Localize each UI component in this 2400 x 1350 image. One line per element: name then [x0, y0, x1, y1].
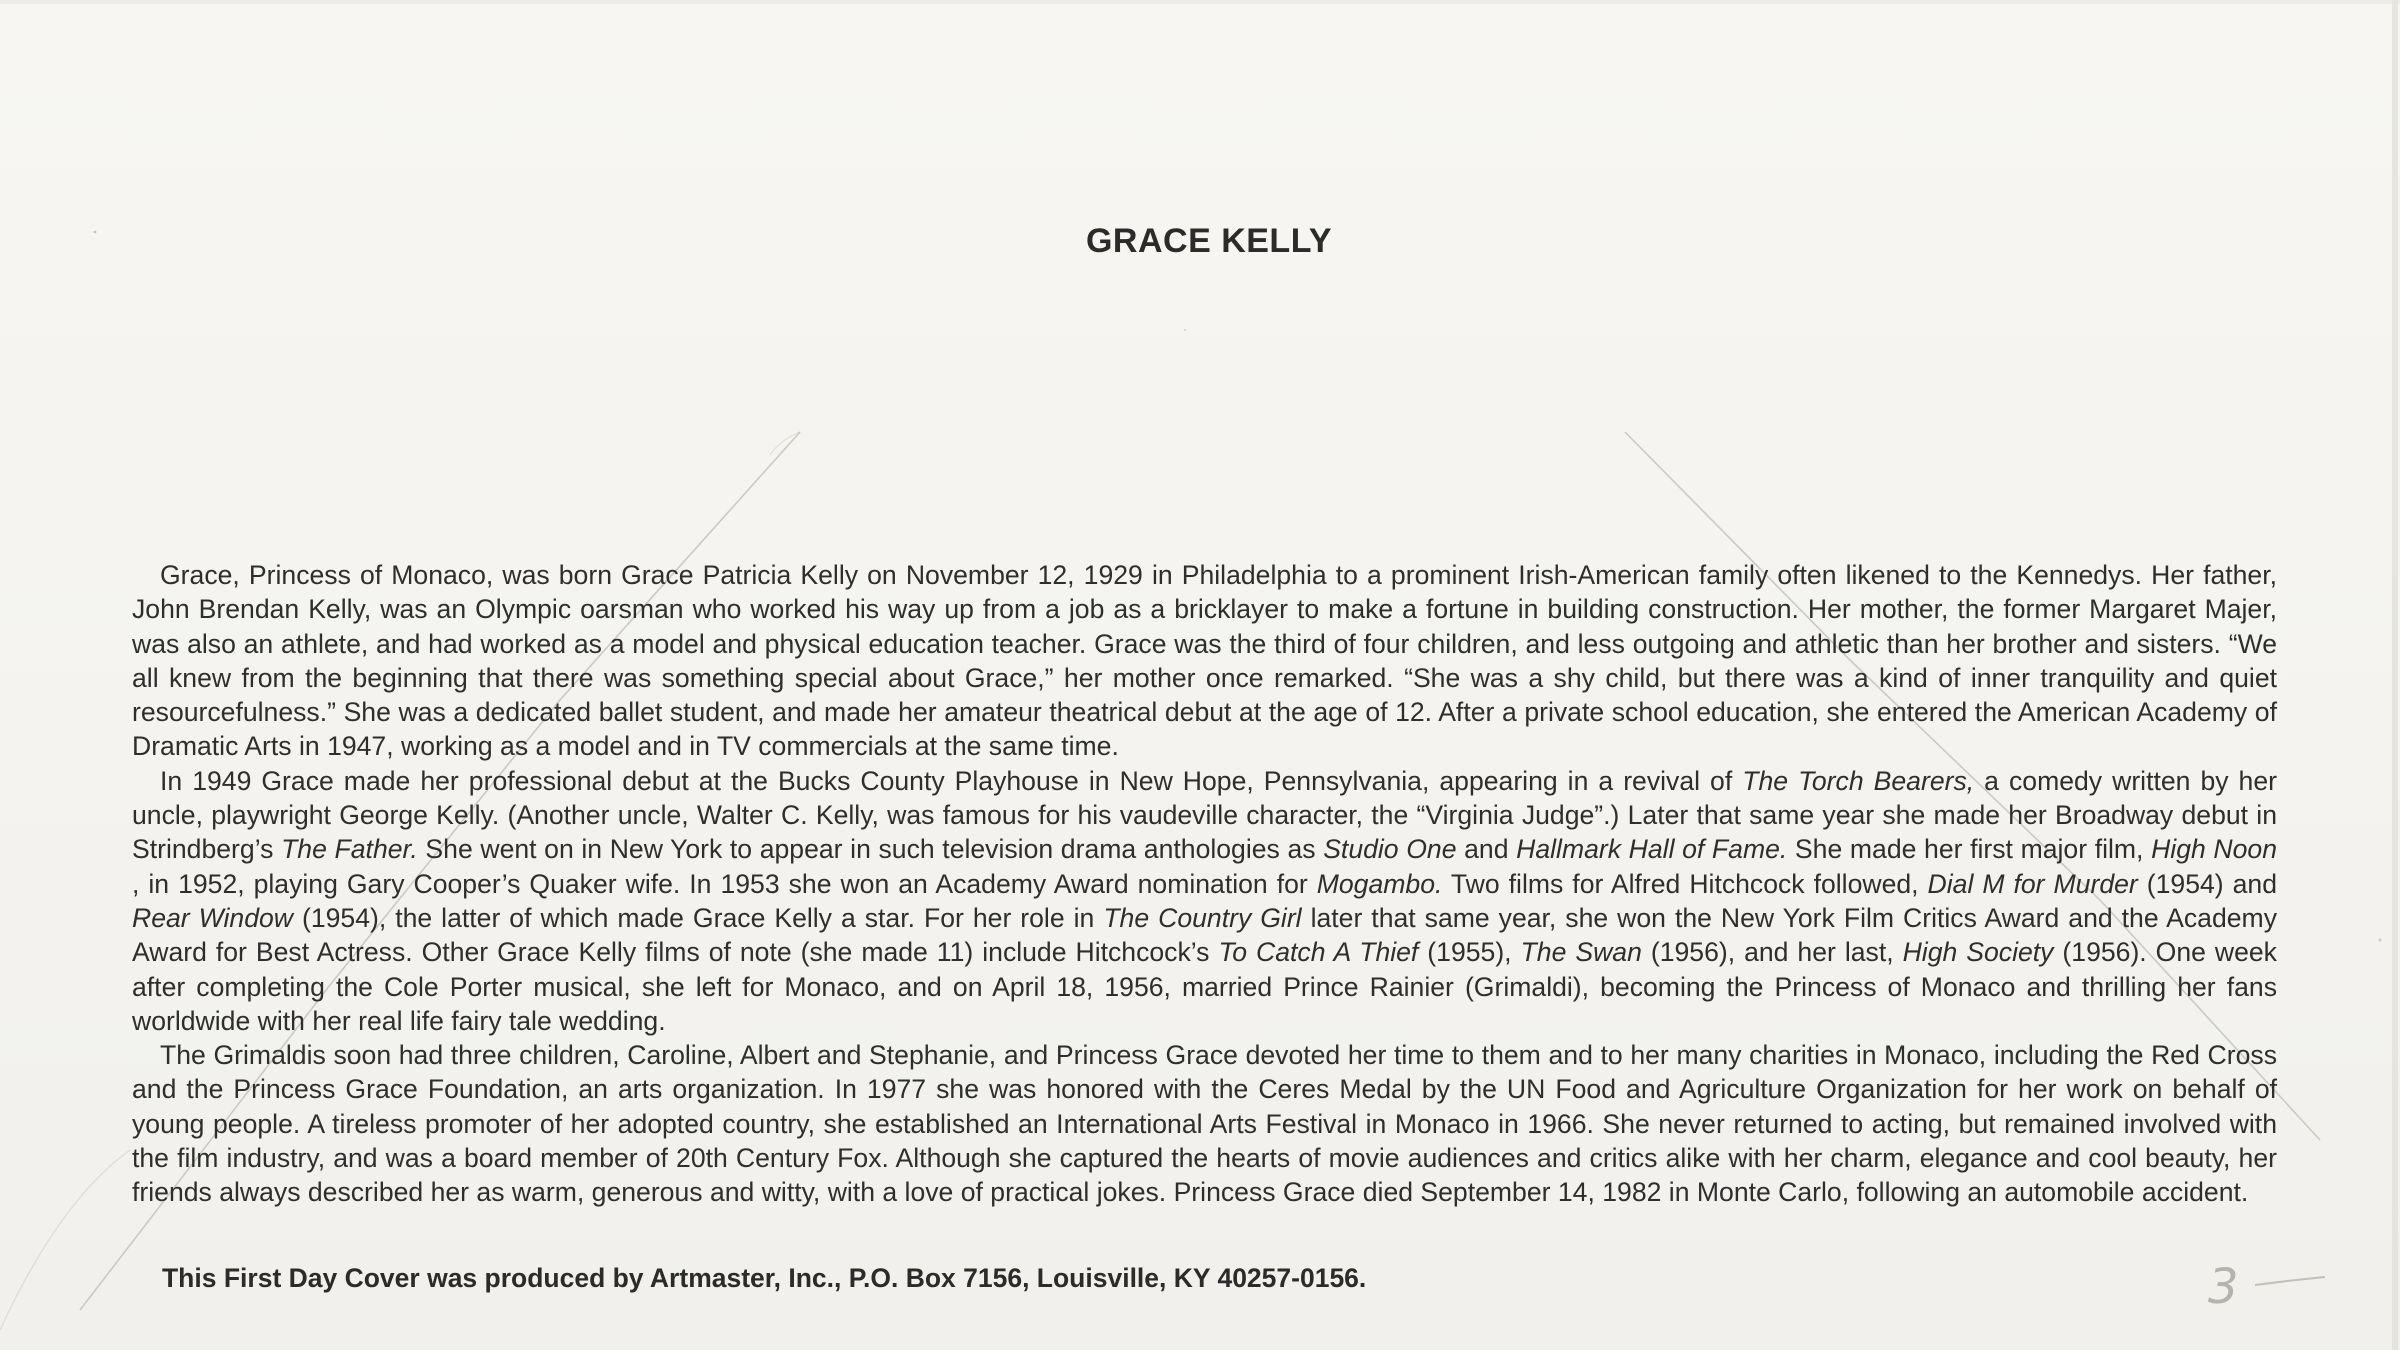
- biography-text: [132, 558, 2277, 1210]
- work-title: High Noon: [2151, 834, 2277, 865]
- svg-text:3: 3: [2208, 1259, 2239, 1315]
- paragraph-text: a comedy written by her uncle, playwright George Kelly. (Another uncle, Walter C. Kelly, was famous for his vaudeville character, the “Virginia Judge”.) Later that same year she made her Broadway debut in Strindberg’s: [132, 765, 2277, 865]
- work-title: Rear Window: [132, 902, 293, 933]
- paragraph-text: later that same year, she won the New York Film Critics Award and the Academy Award for Best Actress. Other Grace Kelly films of note (she made 11) include Hitchcock’s: [132, 902, 2277, 968]
- paragraph-text: (1955),: [1418, 937, 1521, 968]
- paragraph-text: and: [1456, 834, 1517, 865]
- paragraph-text: The Grimaldis soon had three children, Caroline, Albert and Stephanie, and Princess Grace devoted her time to them and to her many charities in Monaco, including the Red Cross and the Princess Grace Foundation, an arts organization. In 1977 she was honored with the Ceres Medal by the UN Food and Agriculture Organization for her work on behalf of young people. A tireless promoter of her adopted country, she established an International Arts Festival in Monaco in 1966. She never returned to acting, but remained involved with the film industry, and was a board member of 20th Century Fox. Although she captured the hearts of movie audiences and critics alike with her charm, elegance and cool beauty, her friends always described her as warm, generous and witty, with a love of practical jokes. Princess Grace died September 14, 1982 in Monte Carlo, following an automobile accident.: [132, 1040, 2277, 1208]
- handwritten-page-number: [2200, 1255, 2330, 1315]
- work-title: High Society: [1902, 937, 2054, 968]
- paragraph-text: (1954) and: [2137, 868, 2277, 899]
- paragraph-text: (1956). One week after completing the Cole Porter musical, she left for Monaco, and on April 18, 1956, married Prince Rainier (Grimaldi), becoming the Princess of Monaco and thrilling her fans worldwide with her real life fairy tale wedding.: [132, 937, 2277, 1036]
- work-title: To Catch A Thief: [1218, 937, 1419, 968]
- work-title: Mogambo.: [1316, 868, 1443, 899]
- work-title: Hallmark Hall of Fame.: [1516, 834, 1788, 865]
- paragraph-text: , in 1952, playing Gary Cooper’s Quaker wife. In 1953 she won an Academy Award nomination for: [132, 868, 1317, 899]
- work-title: Dial M for Murder: [1927, 868, 2138, 899]
- paragraph-text: (1954), the latter of which made Grace Kelly a star. For her role in: [292, 902, 1104, 933]
- biography-paragraph: [132, 558, 2277, 764]
- paragraph-text: Two films for Alfred Hitchcock followed,: [1442, 868, 1928, 899]
- paragraph-text: She went on in New York to appear in such television drama anthologies as: [417, 834, 1324, 865]
- paragraph-text: (1956), and her last,: [1641, 937, 1903, 968]
- paragraph-text: She made her first major film,: [1787, 834, 2152, 865]
- work-title: The Country Girl: [1103, 902, 1302, 933]
- document-title: GRACE KELLY: [1085, 222, 1333, 260]
- work-title: The Father.: [281, 834, 418, 865]
- work-title: The Torch Bearers,: [1742, 765, 1975, 796]
- work-title: The Swan: [1520, 937, 1642, 968]
- biography-paragraph: [132, 764, 2277, 1038]
- paragraph-text: In 1949 Grace made her professional debut at the Bucks County Playhouse in New Hope, Pennsylvania, appearing in a revival of: [160, 765, 1743, 796]
- paragraph-text: Grace, Princess of Monaco, was born Grace Patricia Kelly on November 12, 1929 in Philadelphia to a prominent Irish-American family often likened to the Kennedys. Her father, John Brendan Kelly, was an Olympic oarsman who worked his way up from a job as a bricklayer to make a fortune in building construction. Her mother, the former Margaret Majer, was also an athlete, and had worked as a model and physical education teacher. Grace was the third of four children, and less outgoing and athletic than her brother and sisters. “We all knew from the beginning that there was something special about Grace,” her mother once remarked. “She was a shy child, but there was a kind of inner tranquility and quiet resourcefulness.” She was a dedicated ballet student, and made her amateur theatrical debut at the age of 12. After a private school education, she entered the American Academy of Dramatic Arts in 1947, working as a model and in TV commercials at the same time.: [132, 560, 2277, 762]
- work-title: Studio One: [1323, 834, 1457, 865]
- producer-line: This First Day Cover was produced by Artmaster, Inc., P.O. Box 7156, Louisville, KY 40257-0156.: [162, 1263, 1367, 1293]
- biography-paragraph: [132, 1038, 2277, 1209]
